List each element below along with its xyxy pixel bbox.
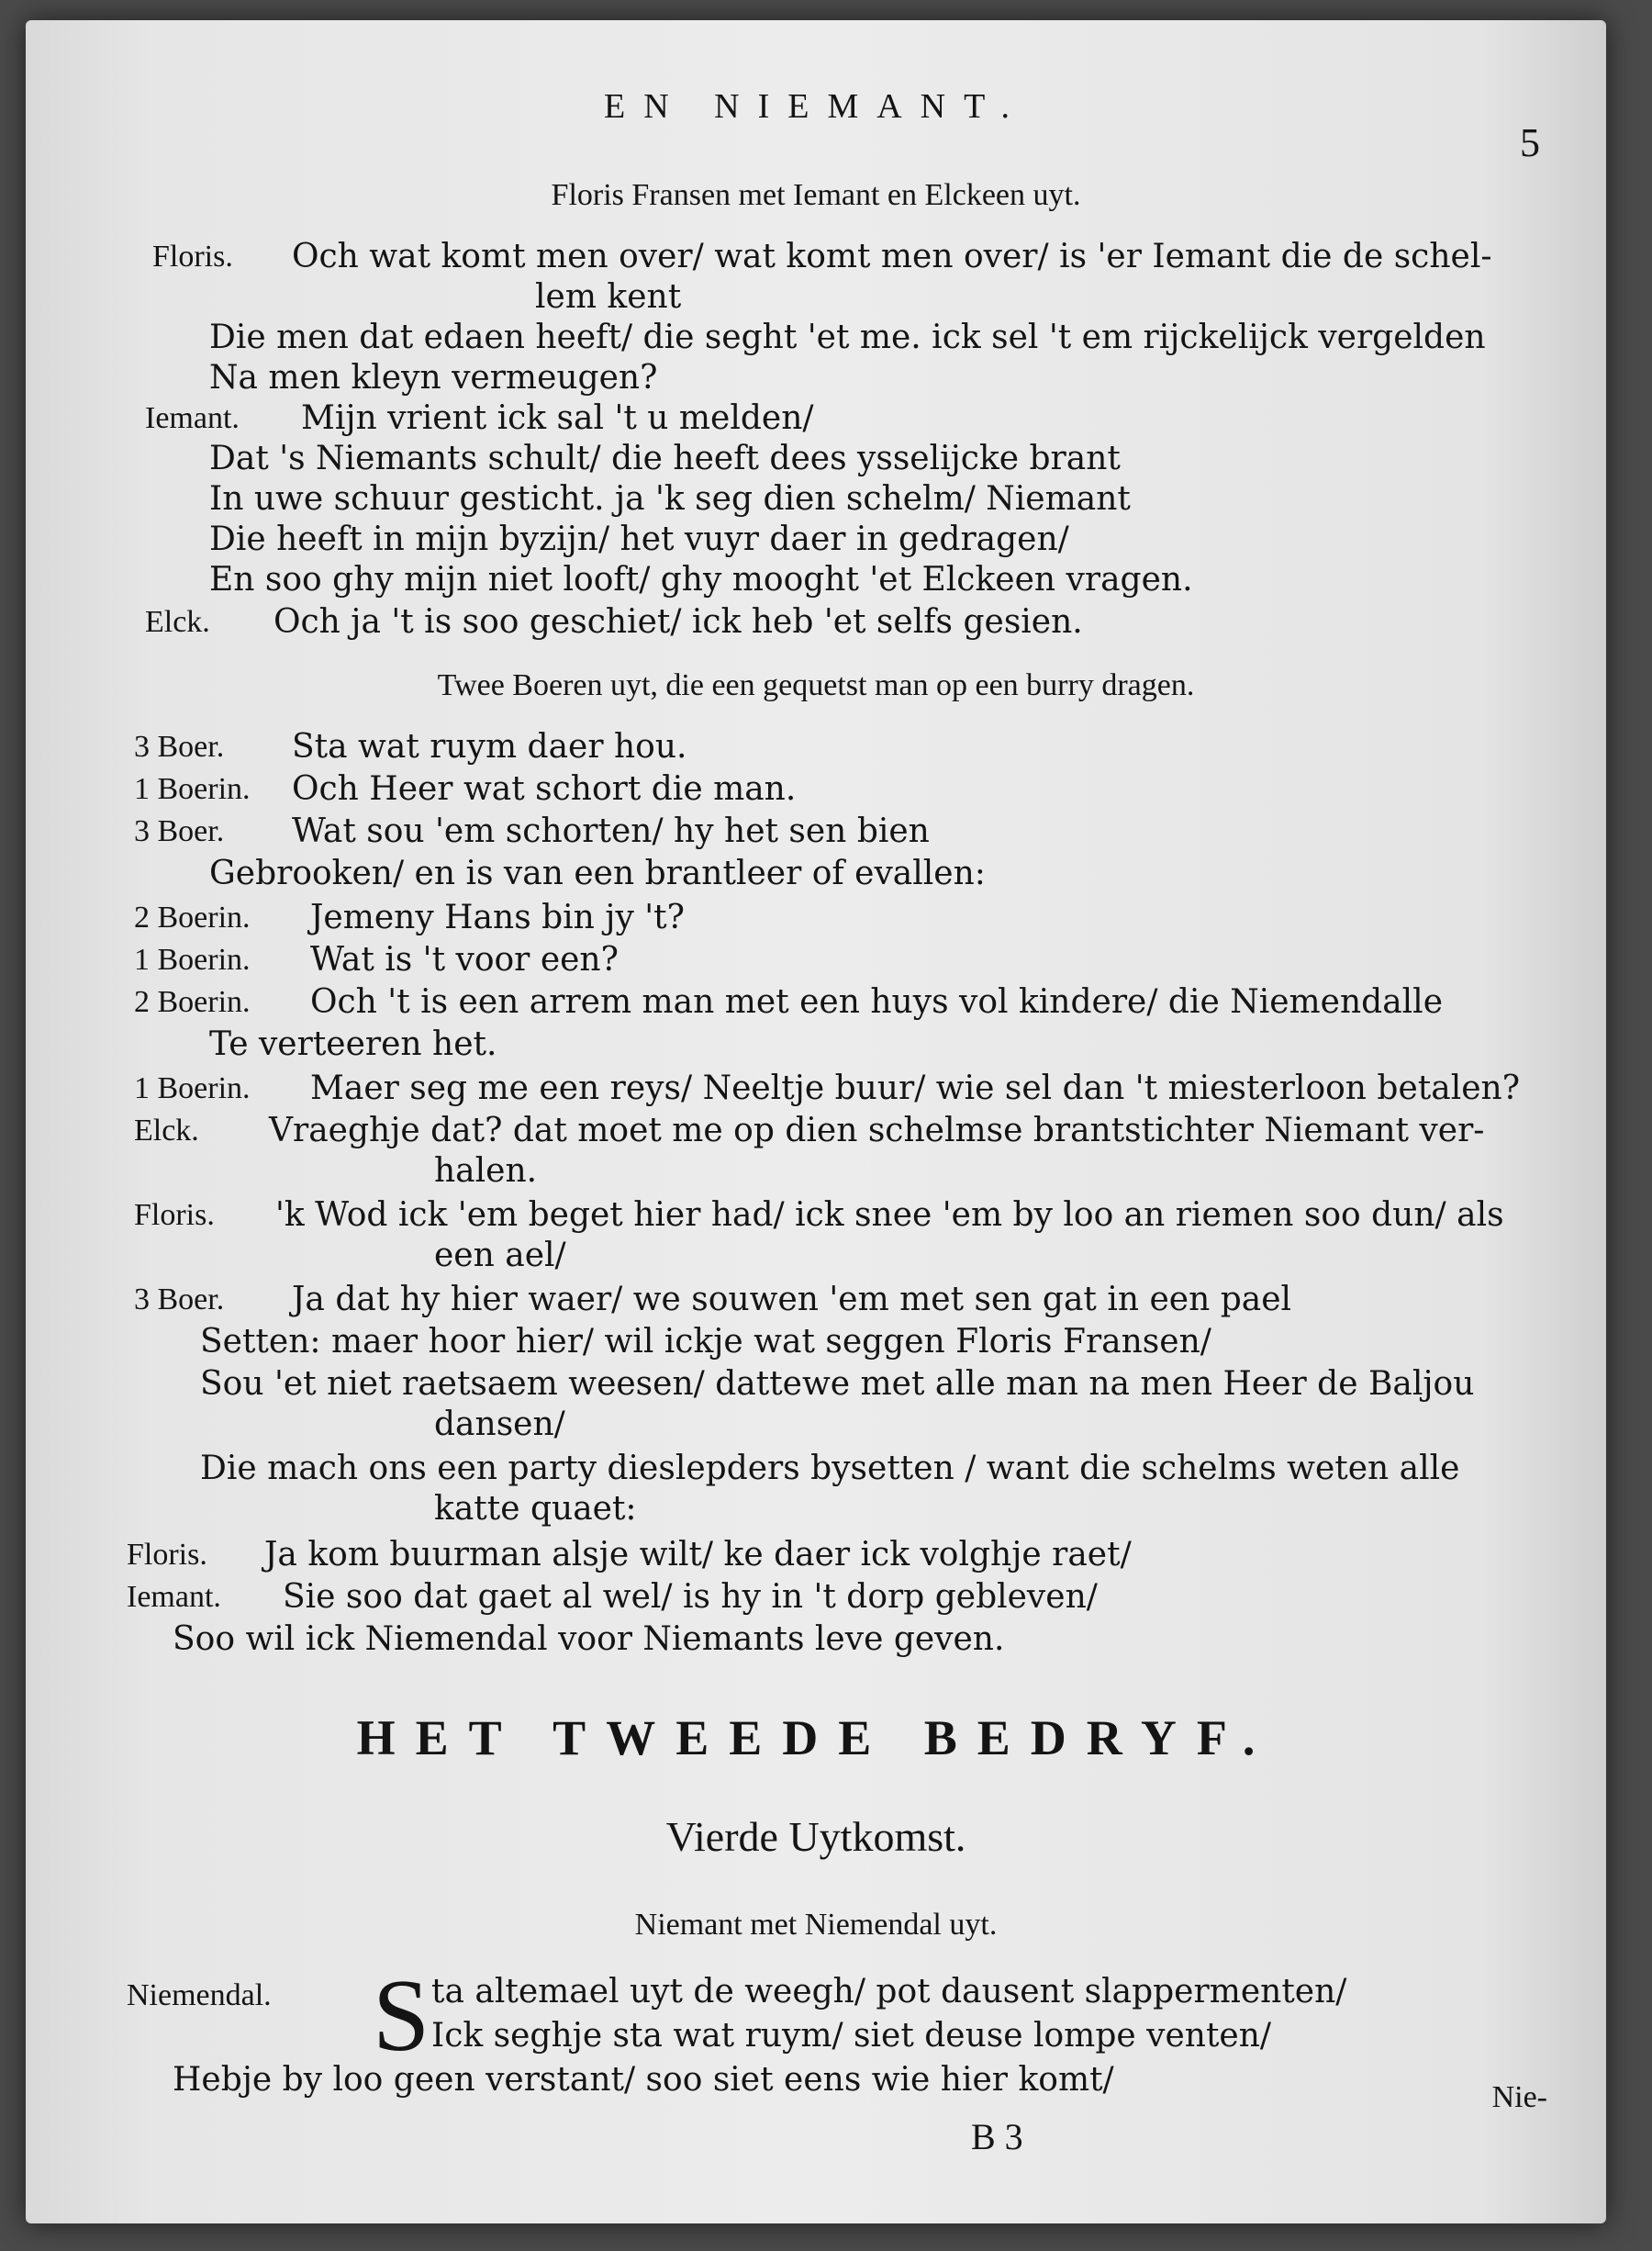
speaker-label: Elck. — [145, 605, 210, 639]
catchword: Nie- — [1491, 2080, 1547, 2114]
verse-line: lem kent — [535, 278, 682, 316]
speaker-label: 1 Boerin. — [134, 943, 251, 977]
verse-line: In uwe schuur gesticht. ja 'k seg dien schelm/ Niemant — [209, 480, 1131, 518]
verse-line: Die men dat edaen heeft/ die seght 'et me. ick sel 't em rijckelijck vergelden — [209, 319, 1486, 356]
signature-mark: B 3 — [971, 2116, 1023, 2157]
verse-line: Sta wat ruym daer hou. — [292, 728, 687, 766]
speaker-label: Floris. — [127, 1538, 207, 1572]
verse-line: ta altemael uyt de weegh/ pot dausent slappermenten/ — [431, 1973, 1347, 2010]
verse-line: Och 't is een arrem man met een huys vol kindere/ die Niemendalle — [310, 983, 1444, 1021]
verse-line: Sou 'et niet raetsaem weesen/ dattewe met alle man na men Heer de Baljou — [200, 1365, 1475, 1403]
verse-line: Ja kom buurman alsje wilt/ ke daer ick volghje raet/ — [264, 1536, 1132, 1573]
verse-line: Wat is 't voor een? — [310, 941, 619, 979]
verse-line: 'k Wod ick 'em beget hier had/ ick snee 'em by loo an riemen soo dun/ als — [275, 1196, 1504, 1234]
verse-line: Maer seg me een reys/ Neeltje buur/ wie sel dan 't miesterloon betalen? — [310, 1070, 1521, 1107]
verse-line: Wat sou 'em schorten/ hy het sen bien — [292, 812, 930, 850]
drop-capital: S — [373, 1959, 430, 2073]
speaker-label: 3 Boer. — [134, 730, 225, 764]
verse-line: Gebrooken/ en is van een brantleer of evallen: — [209, 855, 986, 892]
verse-line: Ick seghje sta wat ruym/ siet deuse lompe venten/ — [431, 2017, 1272, 2055]
speaker-label: Elck. — [134, 1114, 199, 1148]
speaker-label: 3 Boer. — [134, 1282, 225, 1316]
speaker-label: Iemant. — [145, 401, 240, 435]
verse-line: halen. — [434, 1152, 538, 1190]
speaker-label: Floris. — [152, 240, 233, 274]
stage-direction-1: Floris Fransen met Iemant en Elckeen uyt. — [551, 178, 1081, 212]
verse-line: Och ja 't is soo geschiet/ ick heb 'et selfs gesien. — [273, 603, 1083, 641]
speaker-label: Floris. — [134, 1198, 215, 1232]
verse-line: Soo wil ick Niemendal voor Niemants leve geven. — [173, 1620, 1005, 1658]
verse-line: Och wat komt men over/ wat komt men over/ is 'er Iemant die de schel- — [292, 238, 1492, 275]
verse-line: Sie soo dat gaet al wel/ is hy in 't dorp gebleven/ — [283, 1578, 1098, 1616]
verse-line: En soo ghy mijn niet looft/ ghy mooght 'et Elckeen vragen. — [209, 561, 1193, 599]
verse-line: Ja dat hy hier waer/ we souwen 'em met sen gat in een pael — [292, 1281, 1292, 1318]
stage-direction-2: Twee Boeren uyt, die een gequetst man op een burry dragen. — [437, 668, 1195, 702]
speaker-label: 1 Boerin. — [134, 772, 251, 806]
verse-line: Jemeny Hans bin jy 't? — [310, 899, 685, 936]
verse-line: Die heeft in mijn byzijn/ het vuyr daer in gedragen/ — [209, 521, 1069, 558]
verse-line: dansen/ — [434, 1405, 565, 1443]
speaker-label: 1 Boerin. — [134, 1071, 251, 1105]
verse-line: katte quaet: — [434, 1490, 637, 1528]
scene-title: Vierde Uytkomst. — [665, 1813, 966, 1860]
speaker-label: Niemendal. — [127, 1978, 272, 2012]
verse-line: Och Heer wat schort die man. — [292, 770, 797, 808]
verse-line: Na men kleyn vermeugen? — [209, 359, 658, 397]
verse-line: Hebje by loo geen verstant/ soo siet eens wie hier komt/ — [173, 2061, 1114, 2099]
speaker-label: Iemant. — [127, 1580, 221, 1614]
act-title: HET TWEEDE BEDRYF. — [356, 1710, 1276, 1765]
speaker-label: 2 Boerin. — [134, 901, 251, 935]
speaker-label: 2 Boerin. — [134, 985, 251, 1019]
speaker-label: 3 Boer. — [134, 814, 225, 848]
running-head: EN NIEMANT. — [603, 87, 1029, 126]
page-number: 5 — [1520, 120, 1540, 165]
verse-line: Dat 's Niemants schult/ die heeft dees ysselijcke brant — [209, 440, 1121, 477]
verse-line: een ael/ — [434, 1237, 566, 1274]
stage-direction-3: Niemant met Niemendal uyt. — [634, 1908, 998, 1942]
verse-line: Die mach ons een party dieslepders bysetten / want die schelms weten alle — [200, 1450, 1460, 1487]
verse-line: Vraeghje dat? dat moet me op dien schelmse brantstichter Niemant ver- — [269, 1112, 1485, 1149]
verse-line: Setten: maer hoor hier/ wil ickje wat seggen Floris Fransen/ — [200, 1323, 1211, 1361]
verse-line: Te verteeren het. — [209, 1025, 497, 1063]
verse-line: Mijn vrient ick sal 't u melden/ — [301, 399, 814, 437]
book-page — [26, 20, 1606, 2223]
